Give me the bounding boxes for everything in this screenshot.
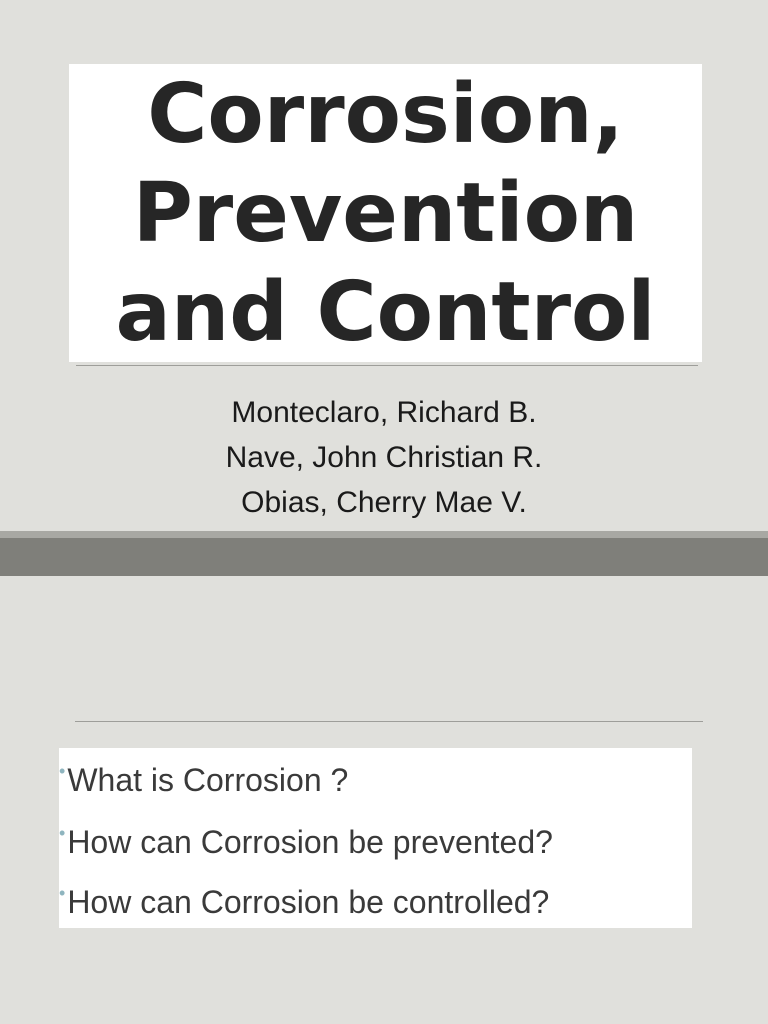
author-list (0, 390, 768, 525)
list-item (59, 760, 348, 800)
bullet-list (59, 748, 692, 928)
bullet-marker: • (59, 883, 66, 903)
title-box (69, 64, 702, 362)
divider-band-light (0, 531, 768, 538)
bullet-marker: • (59, 823, 66, 843)
divider-band-dark (0, 538, 768, 576)
title-line-3: and Control (115, 264, 656, 360)
bullet-text: What is Corrosion ? (67, 762, 349, 798)
bullet-marker: • (59, 761, 66, 781)
title-line-1: Corrosion, (147, 66, 624, 162)
title-line-2: Prevention (132, 165, 639, 261)
list-item (59, 882, 549, 922)
author-name: Obias, Cherry Mae V. (241, 486, 527, 519)
title-divider (76, 365, 698, 366)
author-name: Monteclaro, Richard B. (231, 396, 537, 429)
author-name: Nave, John Christian R. (225, 441, 543, 474)
list-item (59, 822, 553, 862)
content-divider (75, 721, 703, 722)
bullet-text: How can Corrosion be prevented? (67, 824, 553, 860)
bullet-text: How can Corrosion be controlled? (67, 884, 550, 920)
